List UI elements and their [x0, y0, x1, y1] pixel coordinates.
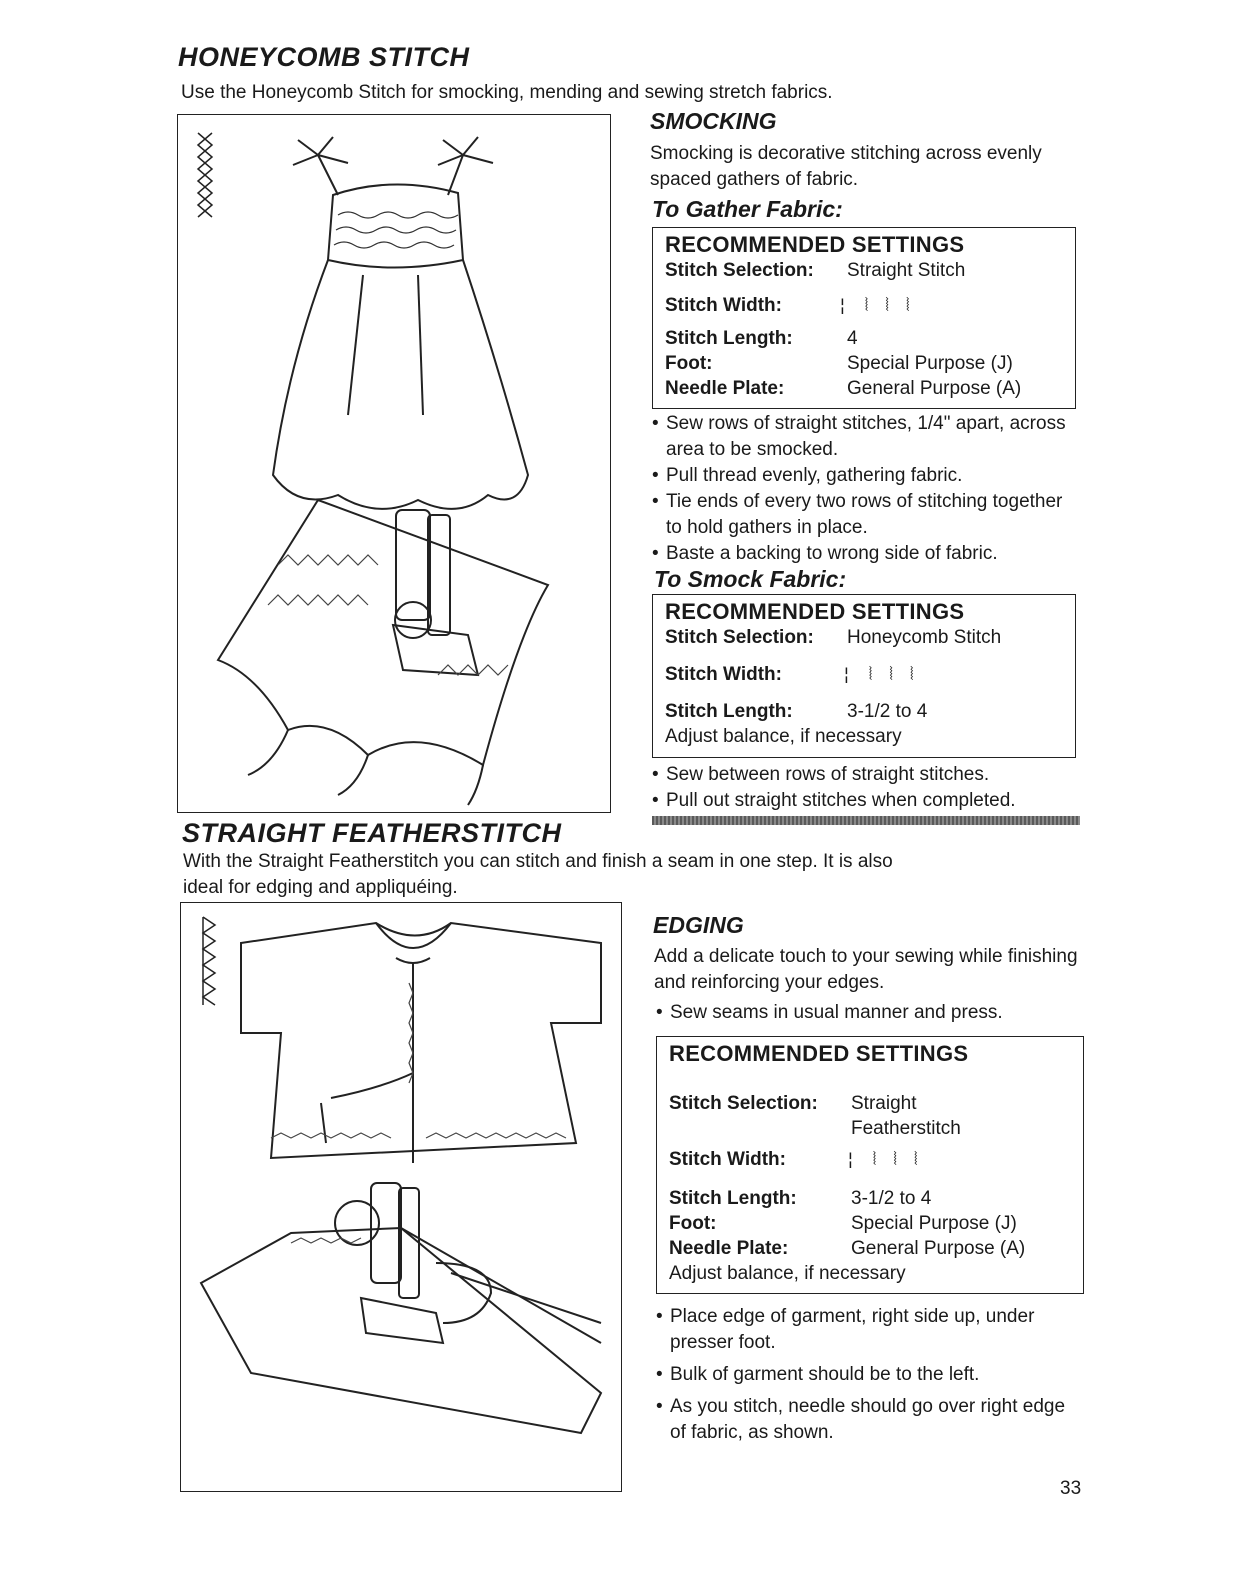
list-item: • Sew rows of straight stitches, 1/4" apart, across area to be smocked.	[652, 413, 1066, 460]
page-number: 33	[1060, 1478, 1082, 1499]
gather-plate-value: General Purpose (A)	[847, 378, 1022, 399]
edging-length-value: 3-1/2 to 4	[851, 1188, 932, 1209]
gather-selection-label: Stitch Selection:	[665, 260, 814, 281]
edging-plate-value: General Purpose (A)	[851, 1238, 1026, 1259]
honeycomb-title: HONEYCOMB STITCH	[178, 42, 470, 72]
smock-title: To Smock Fabric:	[654, 566, 847, 592]
gather-row-selection	[665, 258, 1063, 283]
gather-selection-value: Straight Stitch	[847, 260, 966, 281]
edging-row-foot	[669, 1211, 1071, 1236]
honeycomb-stitch-sample	[198, 133, 212, 217]
gather-row-foot	[665, 351, 1063, 376]
feather-title: STRAIGHT FEATHERSTITCH	[182, 818, 562, 848]
smock-note: Adjust balance, if necessary	[665, 726, 902, 747]
stitch-width-icon: ¦ ⦚ ⦚ ⦚	[841, 664, 917, 685]
edging-plate-label: Needle Plate:	[669, 1238, 789, 1259]
edging-row-plate	[669, 1236, 1071, 1261]
gather-title: To Gather Fabric:	[652, 196, 843, 222]
gather-plate-label: Needle Plate:	[665, 378, 785, 399]
edging-settings-heading: RECOMMENDED SETTINGS	[669, 1041, 969, 1066]
honeycomb-figure	[177, 114, 611, 813]
smocking-text: Smocking is decorative stitching across evenly spaced gathers of fabric.	[650, 143, 1042, 190]
smocking-title: SMOCKING	[650, 108, 777, 134]
featherstitch-sample	[203, 917, 215, 1005]
edging-row-length	[669, 1186, 1071, 1211]
list-item: • Bulk of garment should be to the left.	[656, 1364, 980, 1385]
honeycomb-intro: Use the Honeycomb Stitch for smocking, mending and sewing stretch fabrics.	[181, 82, 833, 103]
gather-length-value: 4	[847, 328, 858, 349]
edging-settings-box	[656, 1036, 1084, 1294]
gather-row-length	[665, 326, 1063, 351]
feather-intro-2: ideal for edging and appliquéing.	[183, 877, 458, 898]
edging-note: Adjust balance, if necessary	[669, 1263, 906, 1284]
smock-settings-box	[652, 594, 1076, 758]
list-item: • Sew seams in usual manner and press.	[656, 1002, 1003, 1023]
list-item: • Place edge of garment, right side up, under presser foot.	[656, 1306, 1035, 1353]
gather-row-width	[665, 293, 1063, 318]
smock-row-length	[665, 699, 1063, 724]
feather-intro-1: With the Straight Featherstitch you can stitch and finish a seam in one step. It is also	[183, 851, 893, 872]
list-item: • Pull out straight stitches when completed.	[652, 790, 1016, 811]
edging-title: EDGING	[653, 912, 744, 938]
edging-row-selection	[669, 1091, 1071, 1116]
section-divider	[652, 816, 1080, 825]
edging-row-selection-2	[669, 1116, 1071, 1141]
smock-length-label: Stitch Length:	[665, 701, 793, 722]
gather-settings-heading: RECOMMENDED SETTINGS	[665, 232, 965, 257]
gather-foot-label: Foot:	[665, 353, 713, 374]
smock-settings-heading: RECOMMENDED SETTINGS	[665, 599, 965, 624]
edging-selection-value: Straight	[851, 1093, 917, 1114]
gather-bullets	[652, 411, 1082, 567]
list-item: • Baste a backing to wrong side of fabric.	[652, 543, 998, 564]
list-item: • Sew between rows of straight stitches.	[652, 764, 990, 785]
stitch-width-icon: ¦ ⦚ ⦚ ⦚	[845, 1149, 921, 1170]
list-item: • As you stitch, needle should go over right edge of fabric, as shown.	[656, 1396, 1066, 1443]
edging-foot-value: Special Purpose (J)	[851, 1213, 1017, 1234]
edging-width-label: Stitch Width:	[669, 1149, 786, 1170]
dress-illustration	[178, 115, 610, 812]
edging-foot-label: Foot:	[669, 1213, 717, 1234]
edging-selection-value-2: Featherstitch	[851, 1118, 961, 1139]
edging-row-width	[669, 1147, 1071, 1172]
edging-text: Add a delicate touch to your sewing while finishing and reinforcing your edges.	[654, 946, 1078, 993]
edging-bullets	[656, 1304, 1086, 1446]
featherstitch-figure	[180, 902, 622, 1492]
smock-length-value: 3-1/2 to 4	[847, 701, 928, 722]
smock-selection-value: Honeycomb Stitch	[847, 627, 1002, 648]
smock-width-label: Stitch Width:	[665, 664, 782, 685]
smock-row-selection	[665, 625, 1063, 650]
smock-bullets	[652, 762, 1082, 814]
jacket-illustration	[181, 903, 621, 1491]
gather-foot-value: Special Purpose (J)	[847, 353, 1013, 374]
gather-width-label: Stitch Width:	[665, 295, 782, 316]
gather-settings-box	[652, 227, 1076, 409]
stitch-width-icon: ¦ ⦚ ⦚ ⦚	[837, 295, 913, 316]
edging-pre-bullet	[656, 1000, 1086, 1026]
gather-row-plate	[665, 376, 1063, 401]
list-item: • Pull thread evenly, gathering fabric.	[652, 465, 963, 486]
list-item: • Tie ends of every two rows of stitching together to hold gathers in place.	[652, 491, 1063, 538]
edging-selection-label: Stitch Selection:	[669, 1093, 818, 1114]
edging-length-label: Stitch Length:	[669, 1188, 797, 1209]
smock-row-width	[665, 662, 1063, 687]
smock-selection-label: Stitch Selection:	[665, 627, 814, 648]
gather-length-label: Stitch Length:	[665, 328, 793, 349]
